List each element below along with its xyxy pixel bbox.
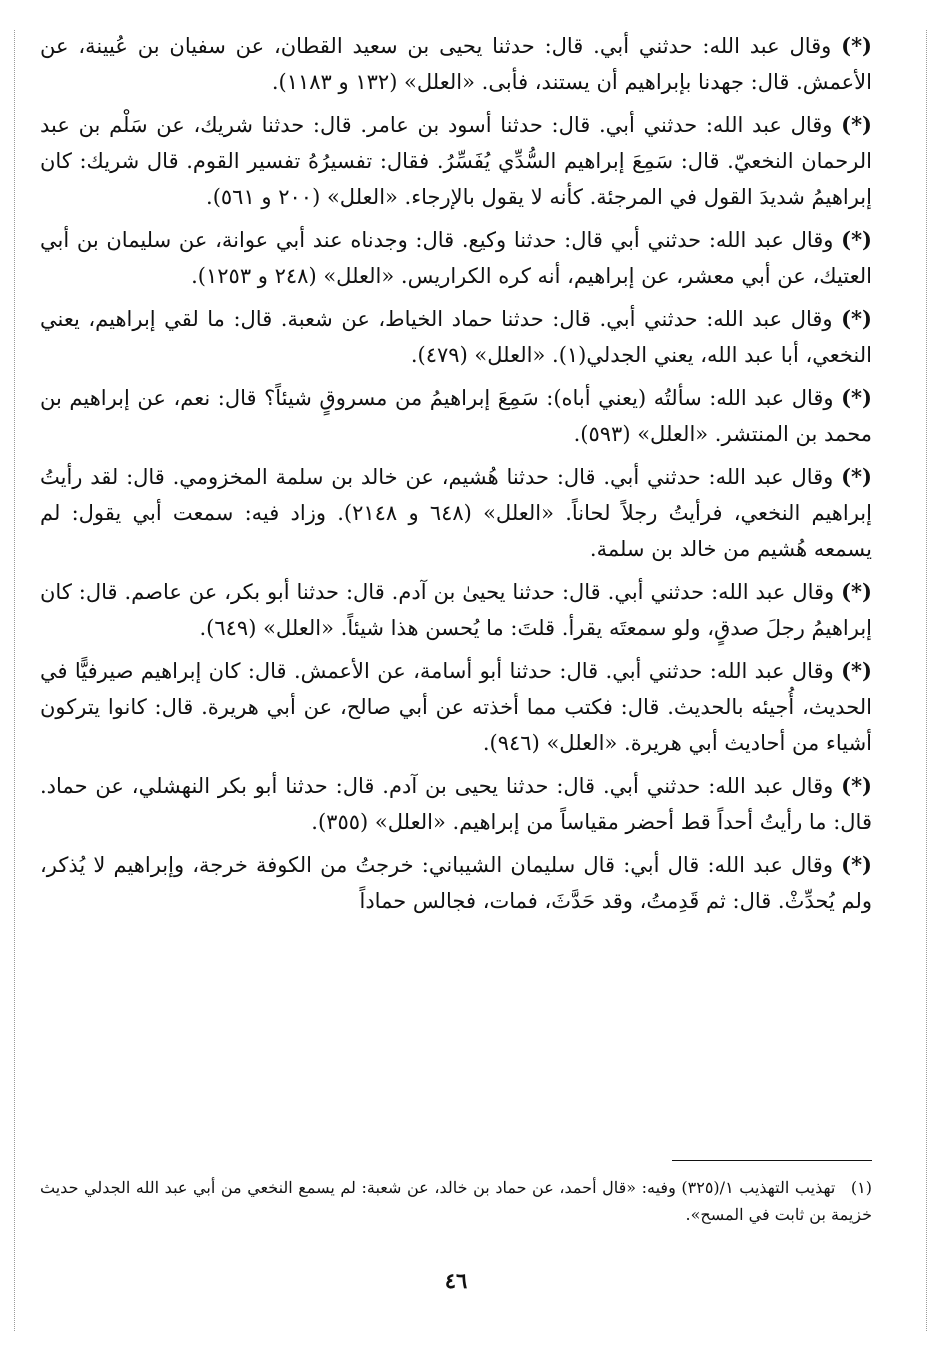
footnote-separator bbox=[672, 1160, 872, 1161]
entry-paragraph bbox=[40, 222, 872, 294]
entry-marker: (*) bbox=[841, 306, 872, 331]
footnote-marker: (١) bbox=[850, 1178, 872, 1197]
entry-paragraph bbox=[40, 653, 872, 761]
entry-paragraph bbox=[40, 459, 872, 567]
entry-text: وقال عبد الله: سألتُه (يعني أباه): سَمِعَ إبراهيمُ من مسروقٍ شيئاً؟ قال: نعم، عن إبراهيم بن محمد بن المنتشر. «العلل» (٥٩٣). bbox=[40, 386, 872, 446]
entry-paragraph bbox=[40, 28, 872, 100]
entry-paragraph bbox=[40, 107, 872, 215]
entry-marker: (*) bbox=[841, 464, 872, 489]
entry-text: وقال عبد الله: حدثني أبي. قال: حدثنا حماد الخياط، عن شعبة. قال: ما لقي إبراهيم، يعني النخعي، أبا عبد الله، يعني الجدلي(١). «العلل» (٤٧٩). bbox=[40, 307, 872, 367]
entry-text: وقال عبد الله: حدثني أبي. قال: حدثنا هُشيم، عن خالد بن سلمة المخزومي. قال: لقد رأيتُ إبراهيم النخعي، فرأيتُ رجلاً لحاناً. «العلل» (٦٤٨ و ٢١٤٨). وزاد فيه: سمعت أبي يقول: لم يسمعه هُشيم من خالد بن سلمة. bbox=[40, 465, 872, 561]
paragraphs bbox=[40, 28, 872, 919]
entry-marker: (*) bbox=[841, 227, 872, 252]
entry-paragraph bbox=[40, 847, 872, 919]
entry-paragraph bbox=[40, 301, 872, 373]
entry-text: وقال عبد الله: حدثني أبي. قال: حدثنا أبو أسامة، عن الأعمش. قال: كان إبراهيم صيرفيًّا في الحديث، أُجيئه بالحديث. قال: فكتب مما أخذته عن أبي صالح، عن أبي هريرة. قال: كانوا يتركون أشياء من أحاديث أبي هريرة. «العلل» (٩٤٦). bbox=[40, 659, 872, 755]
entry-paragraph bbox=[40, 768, 872, 840]
margin-dotted-line-left bbox=[14, 30, 15, 1331]
entry-text: وقال عبد الله: حدثني أبي. قال: حدثنا أسود بن عامر. قال: حدثنا شريك، عن سَلْم بن عبد الرحمان النخعيّ. قال: سَمِعَ إبراهيم السُّدِّي يُفَسِّرُ. فقال: تفسيرُهُ تفسير القوم. قال شريك: كان إبراهيمُ شديدَ القول في المرجئة. كأنه لا يقول بالإرجاء. «العلل» (٢٠٠ و ٥٦١). bbox=[40, 113, 872, 209]
entry-paragraph bbox=[40, 380, 872, 452]
footnote-text: تهذيب التهذيب ١/(٣٢٥) وفيه: «قال أحمد، عن حماد بن خالد، عن شعبة: لم يسمع النخعي من أبي عبد الله الجدلي حديث خزيمة بن ثابت في المسح». bbox=[40, 1178, 872, 1224]
entry-text: وقال عبد الله: حدثني أبي. قال: حدثنا يحيى بن سعيد القطان، عن سفيان بن عُيينة، عن الأعمش. قال: جهدنا بإبراهيم أن يستند، فأبى. «العلل» (١٣٢ و ١١٨٣). bbox=[40, 34, 872, 94]
entry-marker: (*) bbox=[841, 773, 872, 798]
page-number: ٤٦ bbox=[444, 1268, 468, 1293]
entry-marker: (*) bbox=[841, 33, 872, 58]
entry-marker: (*) bbox=[841, 112, 872, 137]
entry-text: وقال عبد الله: حدثني أبي. قال: حدثنا يحيى بن آدم. قال: حدثنا أبو بكر النهشلي، عن حماد. قال: ما رأيتُ أحداً قط أحضر مقياساً من إبراهيم. «العلل» (٣٥٥). bbox=[40, 774, 872, 834]
margin-dotted-line-right bbox=[926, 30, 927, 1331]
entry-marker: (*) bbox=[841, 385, 872, 410]
entry-marker: (*) bbox=[841, 658, 872, 683]
entry-text: وقال عبد الله: حدثني أبي قال: حدثنا وكيع. قال: وجدناه عند أبي عوانة، عن سليمان بن أبي العتيك، عن أبي معشر، عن إبراهيم، أنه كره الكراريس. «العلل» (٢٤٨ و ١٢٥٣). bbox=[40, 228, 872, 288]
entry-marker: (*) bbox=[841, 579, 872, 604]
entry-paragraph bbox=[40, 574, 872, 646]
entry-text: وقال عبد الله: قال أبي: قال سليمان الشيباني: خرجتُ من الكوفة خرجة، وإبراهيم لا يُذكر، ولم يُحدِّثْ. قال: ثم قَدِمتُ، وقد حَدَّثَ، فمات، فجالس حماداً bbox=[40, 853, 872, 913]
entry-text: وقال عبد الله: حدثني أبي. قال: حدثنا يحيىٰ بن آدم. قال: حدثنا أبو بكر، عن عاصم. قال: كان إبراهيمُ رجلَ صدقٍ، ولو سمعتَه يقرأ. قلتَ: ما يُحسن هذا شيئاً. «العلل» (٦٤٩). bbox=[40, 580, 872, 640]
entry-marker: (*) bbox=[841, 852, 872, 877]
footnote bbox=[40, 1174, 872, 1228]
page-body bbox=[40, 28, 872, 1328]
